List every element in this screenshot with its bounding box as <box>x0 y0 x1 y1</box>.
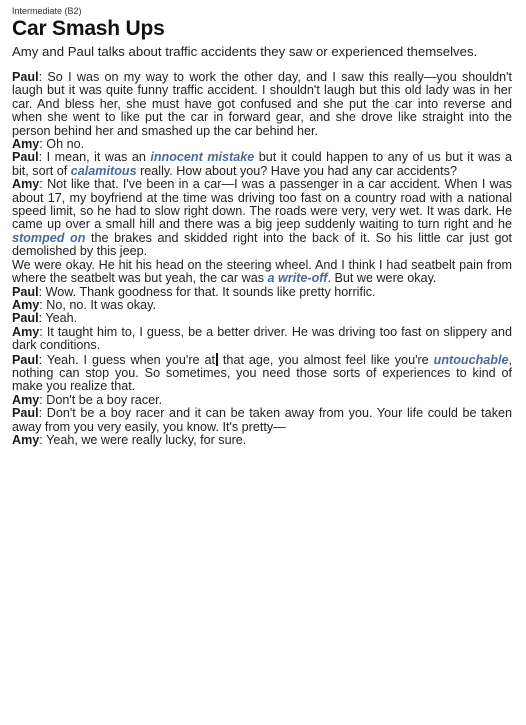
line-text: Yeah, we were really lucky, for sure. <box>46 432 247 447</box>
line-text: I mean, it was an <box>46 150 151 165</box>
dialogue-line: Paul: Don't be a boy racer and it can be taken away from you. Your life could be taken away from you very easily, you know. It's pretty— <box>12 406 512 434</box>
line-text: that age, you almost feel like you're <box>217 352 434 367</box>
line-text: the brakes and skidded right into the back of it. So his little car just got demolished by this jeep. <box>12 230 512 259</box>
line-text: Wow. Thank goodness for that. It sounds like pretty horrific. <box>45 284 376 299</box>
speaker-name: Paul <box>12 406 39 421</box>
dialogue-line: Amy: Don't be a boy racer. <box>12 392 163 407</box>
vocabulary-term: calamitous <box>70 163 137 178</box>
speaker-name: Amy <box>12 297 40 312</box>
line-text: We were okay. He hit his head on the steering wheel. And I think I had seatbelt pain from where the seatbelt was but yeah, the car was <box>12 257 512 286</box>
vocabulary-term: a write-off <box>267 271 328 286</box>
line-text: but it could happen to any of us but it was a bit, sort of <box>12 150 513 178</box>
speaker-name: Paul <box>12 150 39 165</box>
line-text: It taught him to, I guess, be a better driver. He was driving too fast on slippery and dark conditions. <box>12 324 513 353</box>
line-text: Don't be a boy racer and it can be taken away from you. Your life could be taken away from you very easily, you know. It's pretty— <box>12 406 512 434</box>
dialogue-line: Paul: Yeah. <box>12 311 78 326</box>
speaker-name: Amy <box>12 432 40 447</box>
speaker-name: Amy <box>12 392 40 407</box>
speaker-name: Paul <box>12 311 39 326</box>
dialogue-line: Paul: I mean, it was an innocent mistake but it could happen to any of us but it was a bit, sort of calamitous really. How about you? Have you had any car accidents? <box>12 150 513 178</box>
line-text: really. How about you? Have you had any car accidents? <box>136 163 457 178</box>
dialogue-transcript <box>12 71 512 447</box>
speaker-name: Amy <box>12 177 40 192</box>
line-text: No, no. It was okay. <box>46 297 156 312</box>
line-text: Don't be a boy racer. <box>46 392 163 407</box>
speaker-name: Paul <box>12 352 39 367</box>
vocabulary-term: untouchable <box>433 352 509 367</box>
speaker-name: Amy <box>12 324 40 339</box>
line-text: Yeah. <box>45 311 78 326</box>
page-title: Car Smash Ups <box>12 17 165 40</box>
vocabulary-term: innocent mistake <box>150 150 255 165</box>
speaker-name: Paul <box>12 70 39 84</box>
dialogue-line: Amy: Yeah, we were really lucky, for sure. <box>12 432 247 447</box>
dialogue-line: Paul: Wow. Thank goodness for that. It sounds like pretty horrific. <box>12 284 376 299</box>
vocabulary-term: stomped on <box>12 230 86 245</box>
intro-text: Amy and Paul talks about traffic accidents they saw or experienced themselves. <box>12 44 478 59</box>
line-text: Oh no. <box>46 137 85 152</box>
dialogue-line: Amy: It taught him to, I guess, be a better driver. He was driving too fast on slippery and dark conditions. <box>12 324 513 353</box>
line-text: , nothing can stop you. So sometimes, you need those sorts of experiences to kind of make you realize that. <box>12 352 512 394</box>
dialogue-line: Amy: Not like that. I've been in a car—I was a passenger in a car accident. When I was about 17, my boyfriend at the time was driving too fast on a country road with a national speed limit, so he had to slow right down. The roads were very, very wet. It was dark. He came up over a small hill and there was a big jeep suddenly waiting to turn right and he stomped on the brakes and skidded right into the back of it. So his little car just got demolished by this jeep. <box>12 177 513 259</box>
dialogue-line: Paul: So I was on my way to work the other day, and I saw this really—you shouldn't laugh but it was quite funny traffic accident. I shouldn't laugh but this old lady was in her car. And bless her, she must have got confused and she put the car into reverse and when she went to like put the car in forward gear, and she drove like straight into the person behind her and smashed up the car behind her. <box>12 70 512 138</box>
line-text: So I was on my way to work the other day, and I saw this really—you shouldn't laugh but it was quite funny traffic accident. I shouldn't laugh but this old lady was in her car. And bless her, she must have got confused and she put the car into reverse and when she went to like put the car in forward gear, and she drove like straight into the person behind her and smashed up the car behind her. <box>12 70 512 138</box>
speaker-name: Paul <box>12 284 39 299</box>
level-label: Intermediate (B2) <box>12 6 82 16</box>
dialogue-line: Paul: Yeah. I guess when you're at that age, you almost feel like you're untouchable, nothing can stop you. So sometimes, you need those sorts of experiences to kind of make you realize that. <box>12 352 512 394</box>
dialogue-line <box>12 259 512 286</box>
speaker-name: Amy <box>12 137 40 152</box>
dialogue-line: Amy: Oh no. <box>12 137 85 152</box>
line-text: . But we were okay. <box>327 271 437 286</box>
line-text: Yeah. I guess when you're at <box>46 352 215 367</box>
dialogue-line: Amy: No, no. It was okay. <box>12 297 156 312</box>
line-text: Not like that. I've been in a car—I was a passenger in a car accident. When I was about 17, my boyfriend at the time was driving too fast on a country road with a national speed limit, so he had to slow right down. The roads were very, very wet. It was dark. He came up over a small hill and there was a big jeep suddenly waiting to turn right and he <box>12 177 513 232</box>
